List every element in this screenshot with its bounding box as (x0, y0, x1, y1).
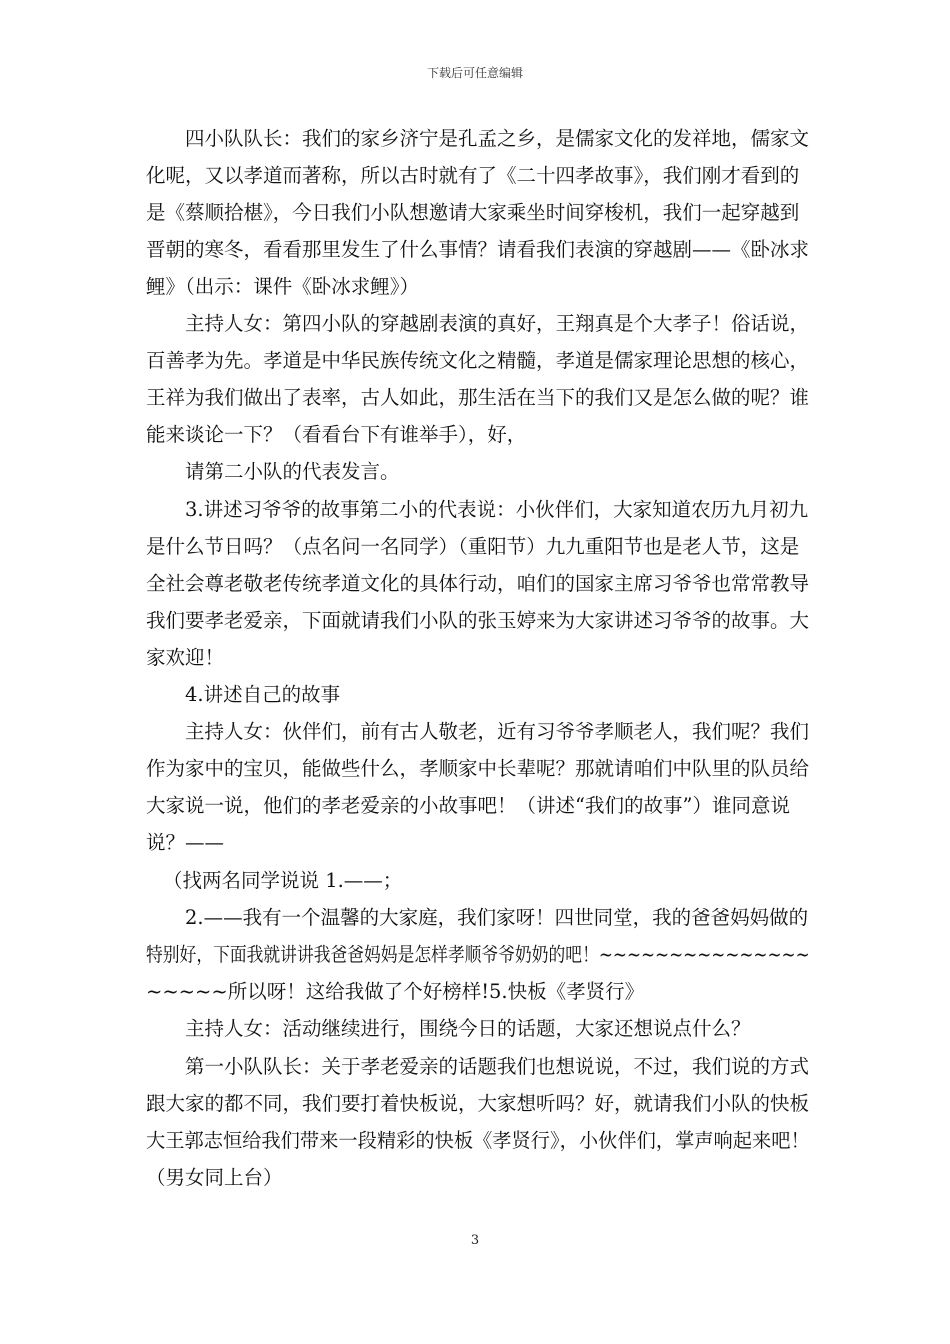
text-line: （男女同上台） (146, 1166, 283, 1189)
text-line: 大王郭志恒给我们带来一段精彩的快板《孝贤行》，小伙伴们，掌声响起来吧！ (146, 1129, 810, 1152)
text-line: 特别好，下面我就讲讲我爸爸妈妈是怎样孝顺爷爷奶奶的吧！~~~~~~~~~~~~~~~ (146, 943, 810, 966)
text-line: 是什么节日吗？（点名问一名同学）（重阳节）九九重阳节也是老人节，这是 (146, 535, 800, 558)
text-line: 四小队队长：我们的家乡济宁是孔孟之乡，是儒家文化的发祥地，儒家文 (185, 127, 810, 150)
page-number: 3 (470, 1233, 480, 1248)
text-line: 作为家中的宝贝，能做些什么，孝顺家中长辈呢？那就请咱们中队里的队员给 (146, 757, 810, 780)
text-line: 是《蔡顺拾椹》，今日我们小队想邀请大家乘坐时间穿梭机，我们一起穿越到 (146, 201, 800, 224)
text-line: 化呢，又以孝道而著称，所以古时就有了《二十四孝故事》，我们刚才看到的 (146, 164, 800, 187)
text-line: 能来谈论一下？（看看台下有谁举手），好， (146, 423, 527, 446)
text-line: 4.讲述自己的故事 (185, 683, 341, 706)
text-line: 百善孝为先。孝道是中华民族传统文化之精髓，孝道是儒家理论思想的核心， (146, 349, 810, 372)
text-line: 主持人女：活动继续进行，围绕今日的话题，大家还想说点什么？ (185, 1017, 751, 1040)
text-line: 大家说一说，他们的孝老爱亲的小故事吧！（讲述“我们的故事”）谁同意说 (146, 794, 790, 817)
text-line: 3.讲述习爷爷的故事第二小的代表说：小伙伴们，大家知道农历九月初九 (185, 498, 809, 521)
text-line: 跟大家的都不同，我们要打着快板说，大家想听吗？好，就请我们小队的快板 (146, 1092, 810, 1115)
text-line: 鲤》（出示：课件《卧冰求鲤》） (146, 275, 420, 298)
text-line: 主持人女：第四小队的穿越剧表演的真好，王翔真是个大孝子！俗话说， (185, 312, 810, 335)
page-header: 下载后可任意编辑 (426, 66, 523, 80)
text-line: 说？—— (146, 831, 225, 854)
text-line: 晋朝的寒冬，看看那里发生了什么事情？请看我们表演的穿越剧——《卧冰求 (146, 238, 810, 261)
text-line: 家欢迎！ (146, 646, 225, 669)
text-line: 全社会尊老敬老传统孝道文化的具体行动，咱们的国家主席习爷爷也常常教导 (146, 572, 810, 595)
text-line: 王祥为我们做出了表率，古人如此，那生活在当下的我们又是怎么做的呢？谁 (146, 386, 810, 409)
text-line: ~~~~~所以呀！这给我做了个好榜样!5.快板《孝贤行》 (146, 980, 645, 1003)
text-line: 我们要孝老爱亲，下面就请我们小队的张玉婷来为大家讲述习爷爷的故事。大 (146, 609, 810, 632)
text-line: 主持人女：伙伴们，前有古人敬老，近有习爷爷孝顺老人，我们呢？我们 (185, 720, 810, 743)
text-line: 2.——我有一个温馨的大家庭，我们家呀！四世同堂，我的爸爸妈妈做的 (185, 906, 809, 929)
text-line: （找两名同学说说 1.——； (163, 869, 403, 892)
text-line: 第一小队队长：关于孝老爱亲的话题我们也想说说，不过，我们说的方式 (185, 1055, 810, 1078)
text-line: 请第二小队的代表发言。 (185, 460, 400, 483)
